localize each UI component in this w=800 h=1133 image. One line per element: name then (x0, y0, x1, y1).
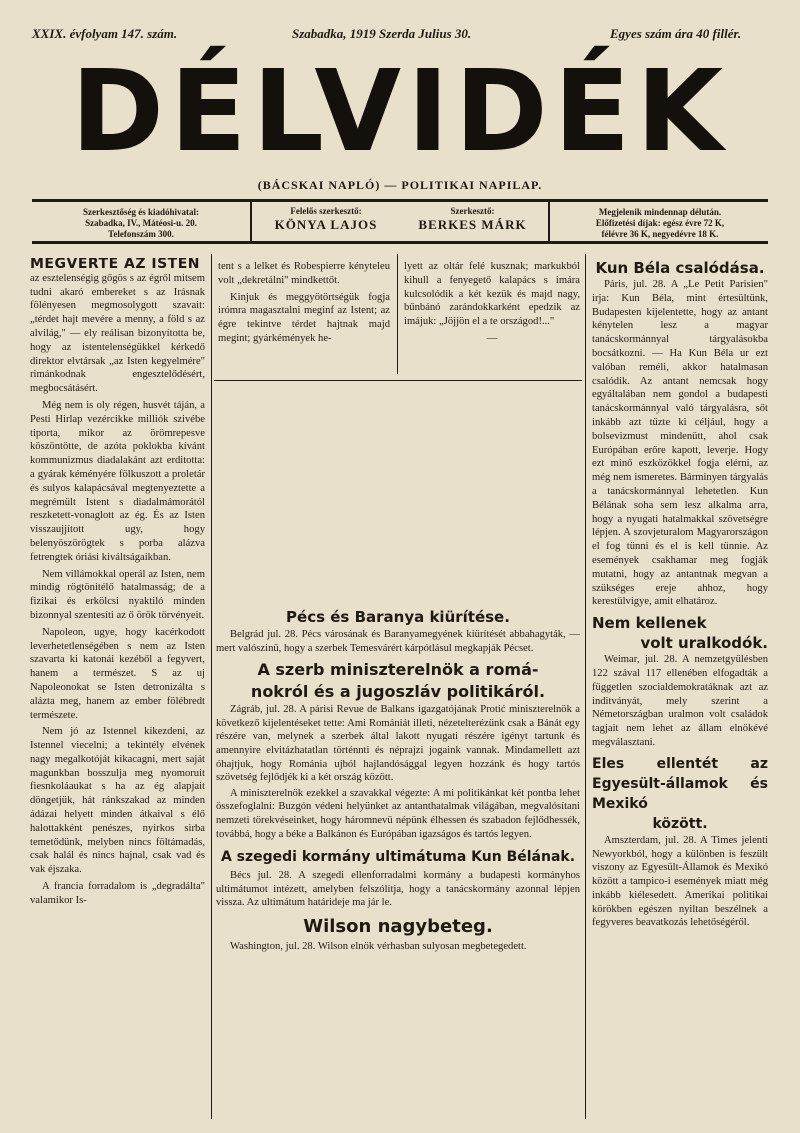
headline-pecs: Pécs és Baranya kiürítése. (286, 608, 510, 626)
subscription-info: Megjelenik mindennap délután. Előfizetési díjak: egész évre 72 K, félévre 36 K, negyedévre 18 K. (595, 207, 725, 239)
headline-szeged: A szegedi kormány ultimátuma Kun Bélának. (220, 849, 576, 866)
editor-name: KÖNYA LAJOS (274, 217, 378, 232)
headline-kun-bela: Kun Béla csalódása. (595, 259, 765, 277)
sub-editor-name: BERKES MÁRK (418, 217, 527, 232)
headline-wilson: Wilson nagybeteg. (303, 915, 493, 937)
editorial-column: MEGVERTE AZ ISTEN az esztelenségig gőgös s az égről mitsem tudni akaró embereket s az Irásnak fölényesen megmosolygott szavait: „térdet hajt mevére a menny, a föld s az alvilág," — ely reálisan bizonyította be, hogy az istentelenségükkel kérkedő direktor elvtársak „az Isten kegyelmére" rimánkodnak engesztelődésért, megbocsátásért. Még nem is oly régen, husvét táján, a Pesti Hirlap vezércikke milliók szivébe tiporta, mikor az örömrepesve köszöntötte, de azóta poklokba kívánt kommunizmus diadalakánt azt erditotta: a gyárak kéményére fölkuszott a proletár és sulyos kalapácsával megtenyeztette a megrémült Istent s diadalmámorától reszketett-vonaglott az ég. És az Isten visszaujjított ugy, hogy belenyöszörögtek s porba alázva fetrengtek óriási kiváltságaikban. Nem villámokkal operál az Isten, nem mindig rögtönitélő hatalmasság; de a fizikai és erkölcsi nyaktiló minden bizonnyal szentesíti az ő örök törvényeit. Napoleon, ugye, hogy kacérkodott leverhetetlenségében s nem az Isten szavarta ki katonái kezéből a fegyvert, hanem a természet. S az uj Napoleonokat se Isten detronizálta s alázta meg, hanem az ember fölébredt természete. Nem jó az Istennel kikezdeni, az Istennel viecelni; a tekintély elvének nagy megalkotóját kikacagni, mert saját magunkban bosszulja meg nyomoruit fiesnkoláaukat s ha az ég alapjait döngetjük, hát ránkszakad az minden ádázai helyett minden átkaival s élő halottakként penészes, nyirkos sirba temetődünk, melyben nincs föltámadás, csak halál és nincs hajnal, csak vad és vak éjszaka. A francia forradalom is „degradálta" valamikor Is- (30, 258, 205, 906)
office-info: Szerkesztőség és kiadóhivatal: Szabadka, IV., Mátéosi-u. 20. Telefonszám 300. (83, 207, 199, 239)
column-rule (397, 254, 398, 374)
article-szeged: Bécs jul. 28. A szegedi ellenforradalmi kormány a budapesti kormányhos ultimátumot intézett, amelyben felszólítja, hogy a tanácskormány azonnal lépjen vissza. Az ultimátum határideje ma jár le. (216, 870, 580, 909)
column-rule (585, 254, 586, 1119)
newspaper-title: DÉLVIDÉK (70, 47, 730, 177)
article-serb-pm: Zágráb, jul. 28. A párisi Revue de Balkans igazgatójának Protić miniszterelnök a következő kijelentéseket tette: Ami Romániát illeti, nézetelterézünk csak a Bánát egy részére van, melynek a szerbek által lakott nyugati részére igényt tartunk és amennyire elvitázhatatlan történnti és néprajzi jogaink vannak. Mindamellett azt óhajtjuk, hogy Románia ujból hajlandósággal legyen hozzánk és hogy tartós szövetség fejlődjék ki a két ország között. A miniszterelnök ezekkel a szavakkal végezte: A mi politikánkat két pontba lehet összefoglalni: Buzgón védeni helyünket az antanthatalmak világában, megvalósítani nemzeti törekvéseinket, hogy háromnevü népünk élhessen és szabadon fejlődhessék, továbbá, hogy a béke a Balkánon és Európában igazságos és tartós legyen. (216, 704, 580, 840)
issue-date: Szabadka, 1919 Szerda Julius 30. (292, 26, 472, 41)
headline-mexico: Eles ellentét az Egyesült-államok és Mexikó (592, 755, 768, 812)
newspaper-subtitle: (BÁCSKAI NAPLÓ) — POLITIKAI NAPILAP. (257, 178, 543, 192)
issue-price: Egyes szám ára 40 fillér. (610, 26, 742, 41)
headline-weimar: Nem kellenek (592, 614, 707, 633)
column-rule (211, 254, 212, 1119)
sub-editor-block: Szerkesztő: BERKES MÁRK (400, 206, 545, 233)
right-column: Kun Béla csalódása. Páris, jul. 28. A „Le Petit Parisien" irja: Kun Béla, mint értesültünk, Budapesten kijelentette, hogy az antant kénytelen lesz a magyar tanácskormánnyal tárgyalásokba bocsátkozni. — Ha Kun Béla ur ezt valóban reméli, akkor hatalmasan csalódik. Az antant nemcsak hogy egyáltalában nem gondol a budapesti tanácskormánnyal való tárgyalásra, sőt inkább azt tűzte ki céljául, hogy a bolsevizmust mindenütt, ahol csak Európában erőre kapott, leverje. Hogy ezt minő eszközökkel fogja elérni, az még nem ismeretes. Bárminyen tárgyalás a tanácskormánnyal lehetetlen. Kun Bélának soha sem lesz alkalma arra, hogy a nyugati hatalmakkal szövetségre lépjen. A szovjeturalom Magyarországon el fog tünni és el is kell tünnie. Az események csakhamar meg fogják mutatni, hogy az antantnak megvan a szükséges ereje ahhoz, hogy kerestülvigye, amit elhatároz. Nem kellenek volt uralkodók. Weimar, jul. 28. A nemzetgyülésben 122 szával 117 ellenében elfogadták a független szocialdemokratáknak azt az inditványát, mely szerint a Németországban uralmon volt családok tagjait nem lehet az állam elnökévé megválasztani. Eles ellentét az Egyesült-államok és Mexikó között. Amszterdam, jul. 28. A Times jelenti Newyorkból, hogy a különben is feszült viszony az Egyesült-Államok és Mexikó között a tampico-i események miatt még inkább kiélesedett. Amerikai politikai körökben egészen nyiltan beszélnek a fegyveres beavatkozás lehetőségéről. (592, 259, 768, 929)
article-pecs: Belgrád jul. 28. Pécs városának és Baranyamegyének kiürítését abbahagyták, — mert valószinü, hogy a szerbek Temesvárért kárpótlásul megkapják Pécset. (216, 629, 580, 654)
header-rule-bottom (32, 241, 768, 244)
article-wilson: Washington, jul. 28. Wilson elnök vérhasban sulyosan megbetegedett. (230, 940, 527, 952)
volume-number: XXIX. évfolyam 147. szám. (32, 26, 178, 41)
headline-serb-pm: A szerb miniszterelnök a romá- (257, 660, 539, 680)
info-divider (548, 202, 550, 241)
editor-block: Felelős szerkesztő: KÖNYA LAJOS (256, 206, 396, 233)
editorial-headline: MEGVERTE AZ ISTEN (30, 258, 201, 272)
header-rule-top (32, 199, 768, 202)
section-rule (214, 380, 582, 381)
info-divider (250, 202, 252, 241)
editorial-continuation: lyett az oltár felé kusznak; markukból kihull a fenyegető kalapács s imára kulcsolódik a két kezük és majd nagy, bűnbánó zarándokkarként epedzik az imájuk: „Jöjjön el a te országod!..." — (404, 261, 580, 344)
editorial-continuation: tent s a lelket és Robespierre kényteleu volt „dekretálni" mindkettőt. Kinjuk és meggyötörtségük fogja irómra magasztalni meginf az Istent; az égre tekintve térdet hajtnak majd megint; gyárkémények he- (218, 261, 390, 344)
center-news: Pécs és Baranya kiürítése. Belgrád jul. 28. Pécs városának és Baranyamegyének kiürítését abbahagyták, — mert valószinü, hogy a szerbek Temesvárért kárpótlásul megkapják Pécset. A szerb miniszterelnök a romá- nokról és a jugoszláv politikáról. Zágráb, jul. 28. A párisi Revue de Balkans igazgatójának Protić miniszterelnök a következő kijelentéseket tette: Ami Romániát illeti, nézetelterézünk csak a Bánát egy részére van, melynek a szerbek által lakott nyugati részére igényt tartunk és amennyire elvitázhatatlan történnti és néprajzi jogaink vannak. Mindamellett azt óhajtjuk, hogy Románia ujból hajlandósággal legyen hozzánk és hogy tartós szövetség fejlődjék ki a két ország között. A miniszterelnök ezekkel a szavakkal végezte: A mi politikánkat két pontba lehet összefoglalni: Buzgón védeni helyünket az antanthatalmak világában, megvalósítani nemzeti törekvéseinket, hogy háromnevü népünk élhessen és szabadon fejlődhessék, továbbá, hogy a béke a Balkánon és Európában igazságos és tartós legyen. A szegedi kormány ultimátuma Kun Bélának. Bécs jul. 28. A szegedi ellenforradalmi kormány a budapesti kormányhos ultimátumot intézett, amelyben felszólítja, hogy a tanácskormány azonnal lépjen vissza. Az ultimátum határideje ma jár le. Wilson nagybeteg. Washington, jul. 28. Wilson elnök vérhasban sulyosan megbetegedett. (216, 608, 580, 952)
